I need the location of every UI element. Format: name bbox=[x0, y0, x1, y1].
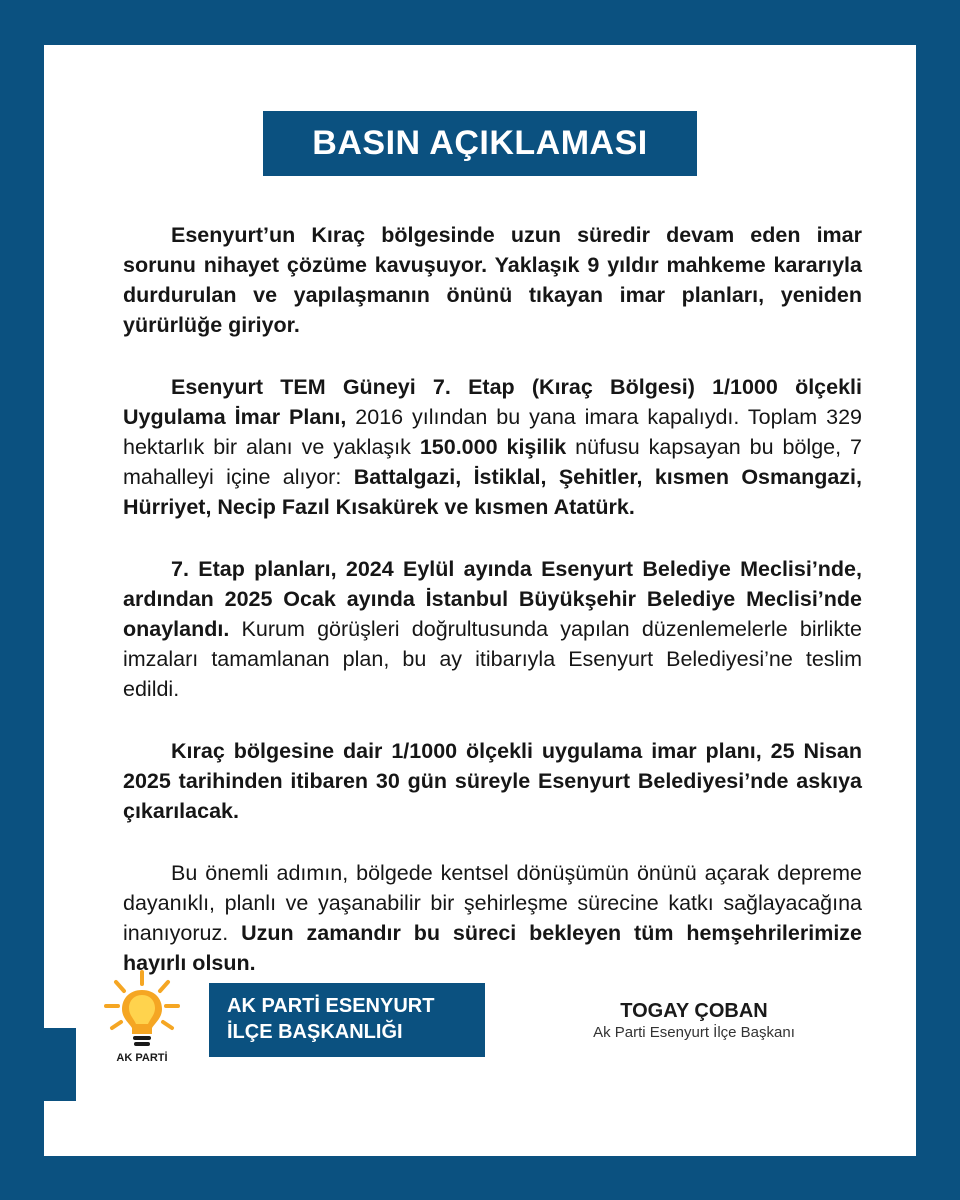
paragraph-5-bold: Uzun zamandır bu süreci bekleyen tüm hemşehrilerimize hayırlı olsun. bbox=[123, 921, 862, 975]
footer-accent-stripe bbox=[44, 1028, 76, 1101]
paragraph-3 bbox=[123, 554, 862, 704]
party-branch-box bbox=[209, 983, 485, 1057]
paragraph-2-bold-3: Battalgazi, İstiklal, Şehitler, kısmen Osmangazi, Hürriyet, Necip Fazıl Kısakürek ve kısmen Atatürk. bbox=[123, 465, 862, 519]
party-line-2: İLÇE BAŞKANLIĞI bbox=[227, 1021, 403, 1043]
paragraph-2-text-2: nüfusu kapsayan bu bölge, 7 mahalleyi içine alıyor: bbox=[123, 435, 862, 489]
signature-block bbox=[564, 999, 824, 1043]
paragraph-1 bbox=[123, 220, 862, 340]
statement-body bbox=[123, 220, 862, 1010]
paragraph-3-bold: 7. Etap planları, 2024 Eylül ayında Esenyurt Belediye Meclisi’nde, ardından 2025 Ocak ayında İstanbul Büyükşehir Belediye Meclisi’nde onaylandı. bbox=[123, 557, 862, 641]
paragraph-2-bold-1: Esenyurt TEM Güneyi 7. Etap (Kıraç Bölgesi) 1/1000 ölçekli Uygulama İmar Planı, bbox=[123, 375, 862, 429]
lightbulb-icon bbox=[102, 968, 182, 1052]
paragraph-2-bold-2: 150.000 kişilik bbox=[419, 435, 567, 459]
signer-name: TOGAY ÇOBAN bbox=[620, 1000, 768, 1022]
signer-title: Ak Parti Esenyurt İlçe Başkanı bbox=[593, 1024, 795, 1041]
party-line-1: AK PARTİ ESENYURT bbox=[227, 995, 435, 1017]
paragraph-4 bbox=[123, 736, 862, 826]
ak-parti-logo bbox=[102, 968, 182, 1068]
page-title bbox=[263, 111, 697, 176]
paragraph-3-text: Kurum görüşleri doğrultusunda yapılan düzenlemelerle birlikte imzaları tamamlanan plan, bu ay itibarıyla Esenyurt Belediyesi’ne teslim edildi. bbox=[123, 617, 862, 701]
paragraph-2 bbox=[123, 372, 862, 522]
paragraph-5-text: Bu önemli adımın, bölgede kentsel dönüşümün önünü açarak depreme dayanıklı, planlı ve yaşanabilir bir şehirleşme sürecine katkı sağlayacağına inanıyoruz. bbox=[123, 861, 862, 945]
logo-caption: AK PARTİ bbox=[116, 1052, 168, 1064]
paragraph-2-text-1: 2016 yılından bu yana imara kapalıydı. Toplam 329 hektarlık bir alanı ve yaklaşık bbox=[123, 405, 862, 459]
press-release-card bbox=[44, 45, 916, 1156]
paragraph-1-bold: Esenyurt’un Kıraç bölgesinde uzun süredir devam eden imar sorunu nihayet çözüme kavuşuyor. Yaklaşık 9 yıldır mahkeme kararıyla durdurulan ve yapılaşmanın önünü tıkayan imar planları, yeniden yürürlüğe giriyor. bbox=[123, 223, 862, 337]
paragraph-4-bold: Kıraç bölgesine dair 1/1000 ölçekli uygulama imar planı, 25 Nisan 2025 tarihinden itibaren 30 gün süreyle Esenyurt Belediyesi’nde askıya çıkarılacak. bbox=[123, 739, 862, 823]
page-title-text: BASIN AÇIKLAMASI bbox=[312, 124, 648, 162]
paragraph-5 bbox=[123, 858, 862, 978]
